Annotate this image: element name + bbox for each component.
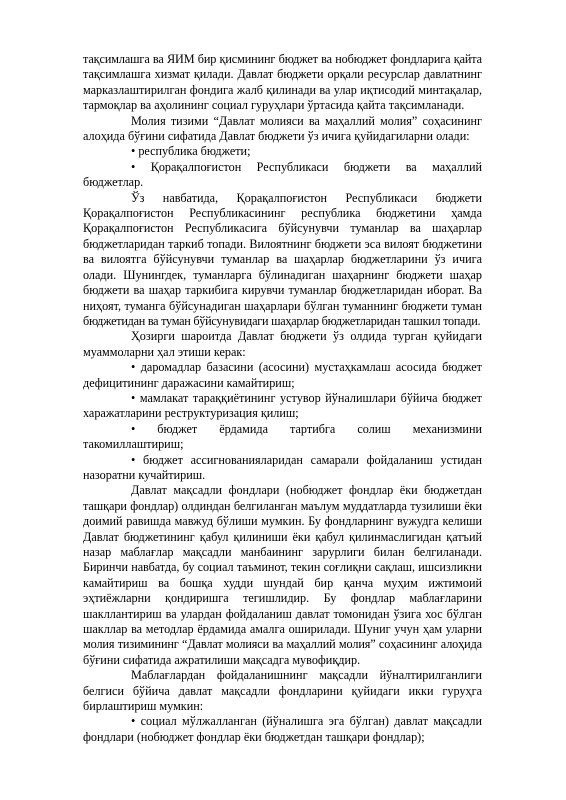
paragraph (83, 329, 482, 360)
text-line: Давлат мақсадли фондлари (нобюджет фондлар ёки бюджетдан (131, 483, 482, 498)
text-line: фондлари (нобюджет фондлар ёки бюджетдан ташқари фондлар); (83, 729, 425, 744)
text-line: • Қорақалпоғистон Республикаси бюджети ва маҳаллий (131, 159, 482, 174)
text-line: бюджетларидан таркиб топади. Вилоятнинг бюджети эса вилоят бюджетини (83, 236, 482, 251)
bullet-item (83, 360, 482, 391)
text-line: эҳтиёжларни қондиришга тегишлидир. Бу фондлар маблағларини (83, 591, 482, 606)
paragraph (83, 483, 482, 668)
text-line: Қорақалпоғистон Республикасига бўйсунувчи туманлар ва шаҳарлар (83, 221, 482, 236)
text-line: • бюджет ассигнованияларидан самарали фойдаланиш устидан (131, 452, 482, 467)
text-line: муаммоларни ҳал этиши керак: (83, 344, 246, 359)
bullet-item (83, 714, 482, 745)
paragraph (83, 114, 482, 145)
text-line: • даромадлар базасини (асосини) мустаҳкамлаш асосида бюджет (131, 360, 482, 375)
text-line: • мамлакат тараққиётининг устувор йўналишлари бўйича бюджет (131, 390, 482, 405)
paragraph (83, 668, 482, 714)
paragraph (83, 191, 482, 330)
text-line: дефицитининг даражасини камайтириш; (83, 375, 295, 390)
text-line: Ўз навбатида, Қорақалпоғистон Республикаси бюджети (131, 190, 482, 205)
bullet-item (83, 144, 482, 159)
text-line: молия тизимининг “Давлат молияси ва маҳаллий молия” соҳасининг алоҳида (83, 637, 482, 652)
text-line: Маблағлардан фойдаланишнинг мақсадли йўналтирилганлиги (131, 668, 482, 683)
text-line: бюджетлар. (83, 175, 144, 190)
text-line: назоратни кучайтириш. (83, 467, 206, 482)
text-line: • бюджет ёрдамида тартибга солиш механизмини (131, 421, 482, 436)
text-line: белгиси бўйича давлат мақсадли фондларини қуйидаги икки гуруҳга (83, 683, 482, 698)
text-line: ташқари фондлар) олдиндан белгиланган маълум муддатларда тузилиши ёки (83, 498, 482, 513)
text-line: харажатларини реструктуризация қилиш; (83, 406, 299, 421)
text-line: тақсимлашга хизмат қилади. Давлат бюджети орқали ресурслар давлатнинг (83, 67, 482, 82)
text-line: шакллантириш ва улардан фойдаланиш давлат томонидан ўзига хос бўлган (83, 606, 482, 621)
text-line: Давлат бюджетининг қабул қилиниши ёки қабул қилинмаслигидан қатъий (83, 529, 482, 544)
document-body (83, 52, 482, 745)
bullet-item (83, 453, 482, 484)
text-line: тармоқлар ва аҳолининг социал гуруҳлари ўртасида қайта тақсимланади. (83, 98, 465, 113)
text-line: Биринчи навбатда, бу социал таъминот, текин соғлиқни сақлаш, ишсизликни (83, 560, 482, 575)
text-line: назар маблағлар мақсадли манбаининг зарурлиги билан белгиланади. (83, 545, 482, 559)
text-line: бюджети ва шаҳар таркибига кирувчи туманлар бюджетларидан иборат. Ва (83, 283, 482, 298)
text-line: Молия тизими “Давлат молияси ва маҳаллий молия” соҳасининг (131, 113, 482, 128)
text-line: Қорақалпоғистон Республикасининг республика бюджетини ҳамда (83, 206, 482, 221)
bullet-item (83, 422, 482, 453)
text-line: камайтириш ва бошқа худди шундай бир қанча муҳим ижтимоий (83, 575, 482, 590)
paragraph (83, 52, 482, 114)
text-line: бўғини сифатида ажратилиши мақсадга мувофиқдир. (83, 652, 361, 667)
bullet-item (83, 391, 482, 422)
bullet-item (83, 160, 482, 191)
text-line: такомиллаштириш; (83, 437, 184, 452)
text-line: ва вилоятга бўйсунувчи туманлар ва шаҳарлар бюджетларини ўз ичига (83, 252, 482, 267)
text-line: марказлаштирилган фондига жалб қилинади ва улар иқтисодий минтақалар, (83, 82, 482, 97)
text-line: олади. Шунингдек, туманларга бўлинадиган шаҳарнинг бюджети шаҳар (83, 267, 482, 282)
text-line: алоҳида бўғини сифатида Давлат бюджети ўз ичига қуйидагиларни олади: (83, 129, 470, 144)
text-line: доимий равишда мавжуд бўлиши мумкин. Бу фондларнинг вужудга келиши (83, 514, 482, 529)
text-line: шакллар ва методлар ёрдамида амалга оширилади. Шуниг учун ҳам уларни (83, 622, 482, 637)
text-line: тақсимлашга ва ЯИМ бир қисмининг бюджет ва нобюджет фондларига қайта (83, 52, 482, 66)
text-line: бирлаштириш мумкин: (83, 699, 204, 714)
text-line: ниҳоят, туманга бўйсунадиган шаҳарлари бўлган туманнинг бюджети туман (83, 298, 482, 313)
text-line: • республика бюджети; (131, 144, 251, 159)
text-line: бюджетидан ва туман бўйсунувидаги шаҳарлар бюджетларидан ташкил топади. (83, 313, 481, 328)
text-line: Ҳозирги шароитда Давлат бюджети ўз олдида турган қуйидаги (131, 329, 482, 344)
text-line: • социал мўлжалланган (йўналишга эга бўлган) давлат мақсадли (131, 714, 482, 729)
